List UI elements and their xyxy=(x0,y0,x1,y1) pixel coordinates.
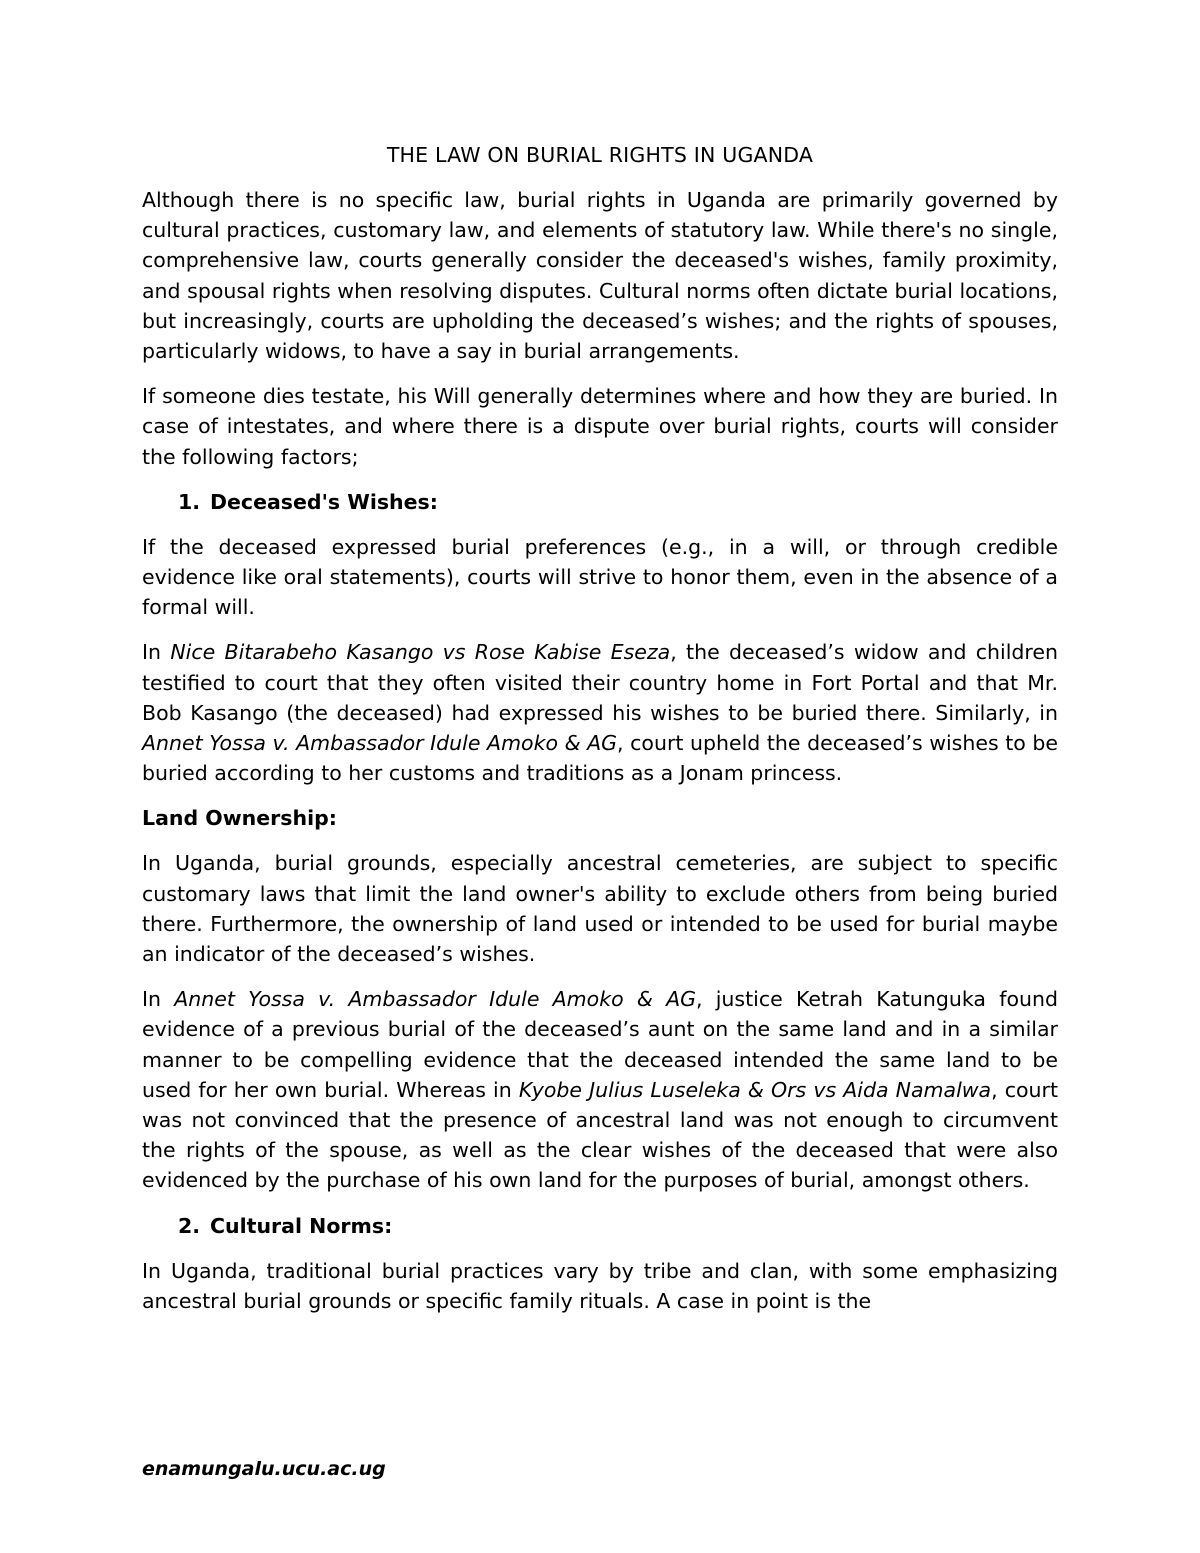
section-heading-cultural-norms xyxy=(142,1211,1058,1241)
section-heading-deceased-wishes xyxy=(142,487,1058,517)
text-run: , the deceased’s widow and children testified to court that they often visited their country home in Fort Portal and that Mr. Bob Kasango (the deceased) had expressed his wishes to be buried there. Similarly, in xyxy=(142,640,1058,725)
case-citation: Annet Yossa v. Ambassador Idule Amoko & AG xyxy=(174,987,696,1012)
text-run: , justice Ketrah Katunguka found evidence of a previous burial of the deceased’s aunt on the same land and in a similar manner to be compelling evidence that the deceased intended the same land to be used for her own burial. Whereas in xyxy=(142,987,1058,1102)
land-ownership-paragraph-2 xyxy=(142,984,1058,1195)
case-citation: Kyobe Julius Luseleka & Ors vs Aida Namalwa xyxy=(518,1077,992,1102)
text-run: , court was not convinced that the presence of ancestral land was not enough to circumvent the rights of the spouse, as well as the clear wishes of the deceased that were also evidenced by the purchase of his own land for the purposes of burial, amongst others. xyxy=(142,1077,1059,1193)
text-run: In xyxy=(142,640,171,665)
intro-paragraph-2: If someone dies testate, his Will generally determines where and how they are buried. In case of intestates, and where there is a dispute over burial rights, courts will consider the following factors; xyxy=(142,384,1058,469)
section-heading-text: Cultural Norms: xyxy=(210,1213,393,1238)
deceased-wishes-paragraph-2 xyxy=(142,637,1058,788)
text-run: In xyxy=(142,987,175,1012)
land-ownership-paragraph-1: In Uganda, burial grounds, especially ancestral cemeteries, are subject to specific customary laws that limit the land owner's ability to exclude others from being buried there. Furthermore, the ownership of land used or intended to be used for burial maybe an indicator of the deceased’s wishes. xyxy=(142,851,1058,967)
footer-url: enamungalu.ucu.ac.ug xyxy=(142,1458,386,1480)
case-citation: Annet Yossa v. Ambassador Idule Amoko & AG xyxy=(142,731,618,756)
intro-paragraph: Although there is no specific law, burial rights in Uganda are primarily governed by cultural practices, customary law, and elements of statutory law. While there's no single, comprehensive law, courts generally consider the deceased's wishes, family proximity, and spousal rights when resolving disputes. Cultural norms often dictate burial locations, but increasingly, courts are upholding the deceased’s wishes; and the rights of spouses, particularly widows, to have a say in burial arrangements. xyxy=(142,188,1058,364)
text-run: , court upheld the deceased’s wishes to be buried according to her customs and traditions as a Jonam princess. xyxy=(142,731,1058,786)
section-heading-text: Deceased's Wishes: xyxy=(210,489,438,514)
deceased-wishes-paragraph-1: If the deceased expressed burial preferences (e.g., in a will, or through credible evidence like oral statements), courts will strive to honor them, even in the absence of a formal will. xyxy=(142,534,1058,620)
section-heading-land-ownership: Land Ownership: xyxy=(142,806,337,831)
cultural-norms-paragraph-1: In Uganda, traditional burial practices vary by tribe and clan, with some emphasizing ancestral burial grounds or specific family rituals. A case in point is the xyxy=(142,1258,1058,1313)
case-citation: Nice Bitarabeho Kasango vs Rose Kabise Eseza xyxy=(170,640,671,665)
section-number: 1. xyxy=(178,489,201,514)
section-number: 2. xyxy=(178,1213,201,1238)
document-title: THE LAW ON BURIAL RIGHTS IN UGANDA xyxy=(386,143,814,167)
document-page xyxy=(142,140,1058,1331)
